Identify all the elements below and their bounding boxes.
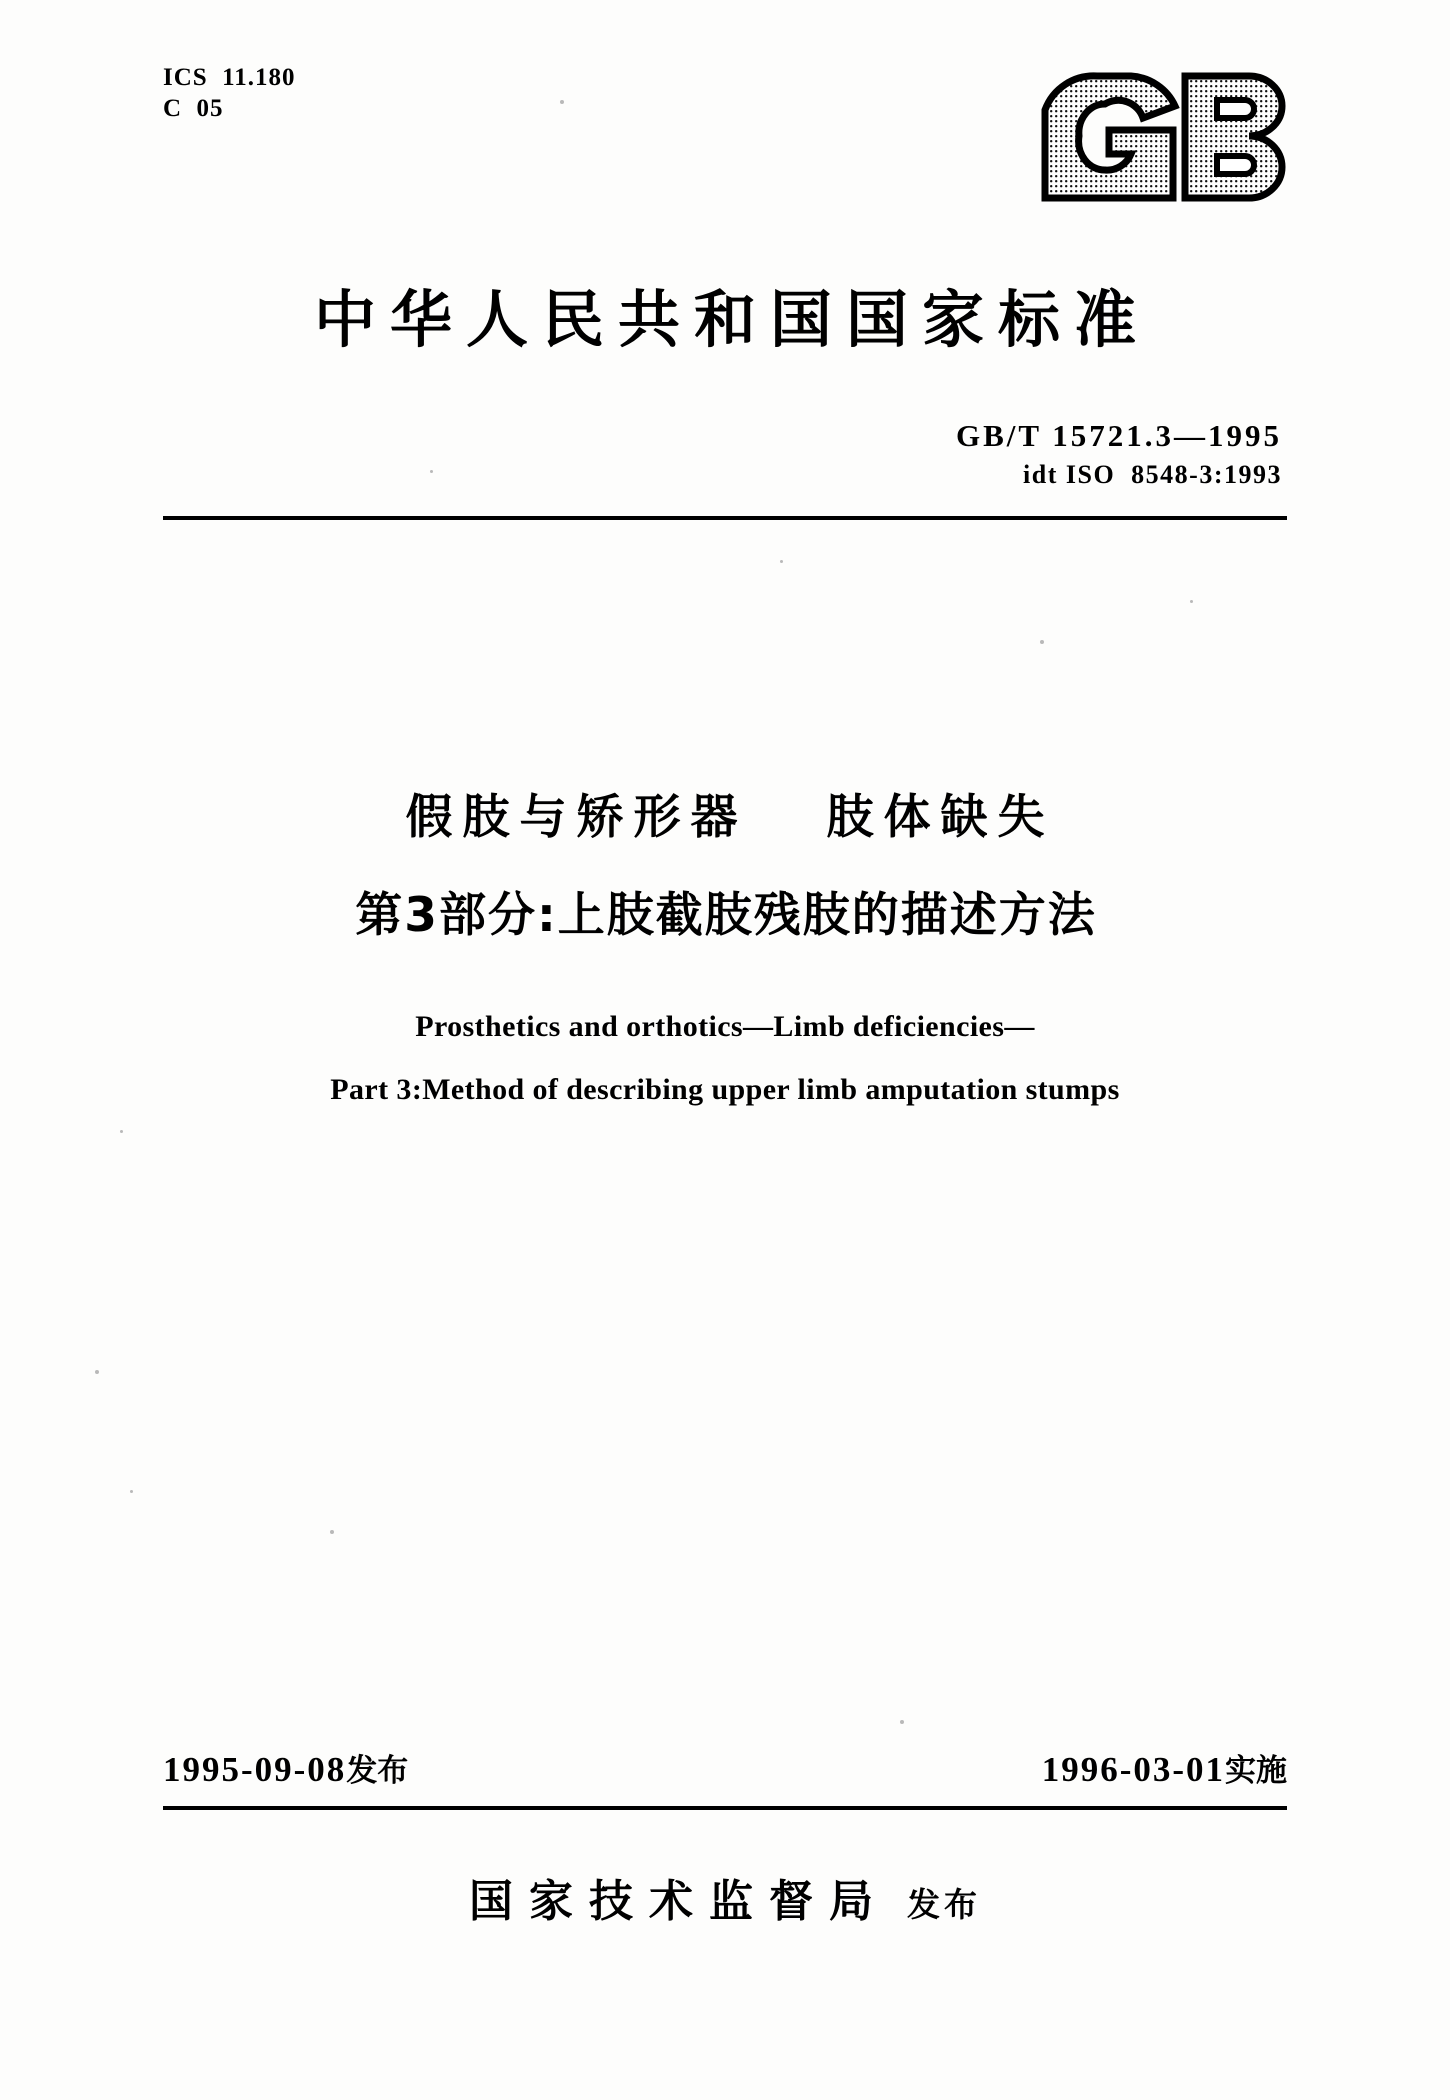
scan-speck [1040,640,1044,644]
scan-speck [560,100,564,104]
title-english-line2: Part 3:Method of describing upper limb amputation stumps [330,1073,1120,1106]
ccs-classification-code: C 05 [163,95,224,123]
header-divider-rule [163,516,1287,520]
scan-speck [330,1530,334,1534]
effective-date-label: 实施 [1225,1753,1287,1789]
publisher-organization: 国家技术监督局 [469,1876,889,1927]
issue-date-label: 发布 [346,1753,409,1789]
footer-divider-rule [163,1806,1287,1810]
gb-emblem-icon [1035,70,1310,205]
effective-date: 1996-03-01 [1041,1750,1225,1789]
scan-speck [120,1130,123,1133]
standard-number: GB/T 15721.3—1995 [955,418,1282,453]
title-chinese-line1: 假肢与矫形器 肢体缺失 [405,790,1055,845]
scan-speck [780,560,783,563]
scan-speck [430,470,433,473]
publisher-verb: 发布 [907,1885,981,1924]
publisher-block [0,1865,1450,1929]
ics-classification-block [163,62,296,125]
national-standard-heading: 中华人民共和国国家标准 [313,283,1150,356]
effective-date-block [1042,1745,1287,1790]
scan-speck [1190,600,1193,603]
title-chinese-line2: 第3部分:上肢截肢残肢的描述方法 [355,888,1097,943]
scan-speck [900,1720,904,1724]
ics-number: ICS 11.180 [163,64,296,91]
issue-date-block [163,1745,408,1790]
standard-number-block [956,418,1282,490]
issue-date: 1995-09-08 [163,1750,347,1789]
title-english-line1: Prosthetics and orthotics—Limb deficiencies— [415,1010,1035,1043]
iso-equivalence-note: idt ISO 8548-3:1993 [1023,460,1282,489]
scan-speck [130,1490,133,1493]
scan-speck [95,1370,99,1374]
